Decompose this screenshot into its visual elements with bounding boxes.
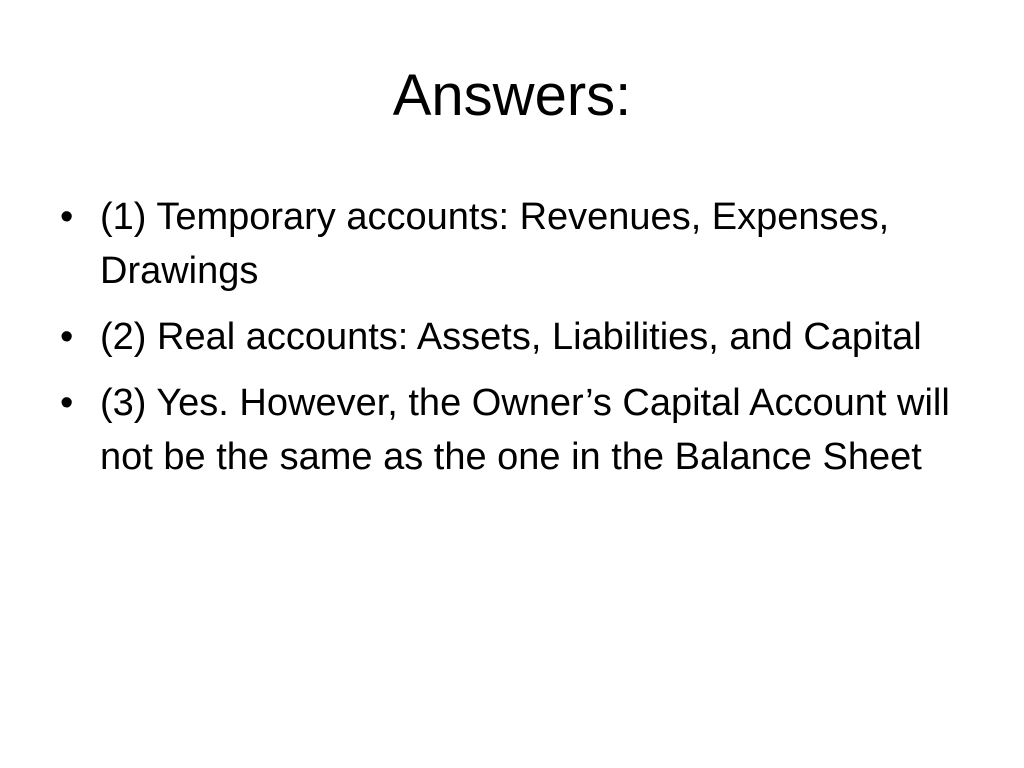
- bullet-text: (3) Yes. However, the Owner’s Capital Account will not be the same as the one in the Balance Sheet: [100, 382, 950, 478]
- bullet-text: (1) Temporary accounts: Revenues, Expenses, Drawings: [100, 196, 890, 292]
- bullet-marker: •: [60, 196, 74, 238]
- bullet-list: [56, 190, 976, 496]
- bullet-text: (2) Real accounts: Assets, Liabilities, and Capital: [100, 316, 922, 358]
- bullet-item-1: [56, 190, 976, 298]
- bullet-item-2: [56, 310, 976, 364]
- bullet-marker: •: [60, 382, 74, 424]
- bullet-item-3: [56, 376, 976, 484]
- slide-title: Answers:: [392, 63, 632, 128]
- bullet-marker: •: [60, 316, 74, 358]
